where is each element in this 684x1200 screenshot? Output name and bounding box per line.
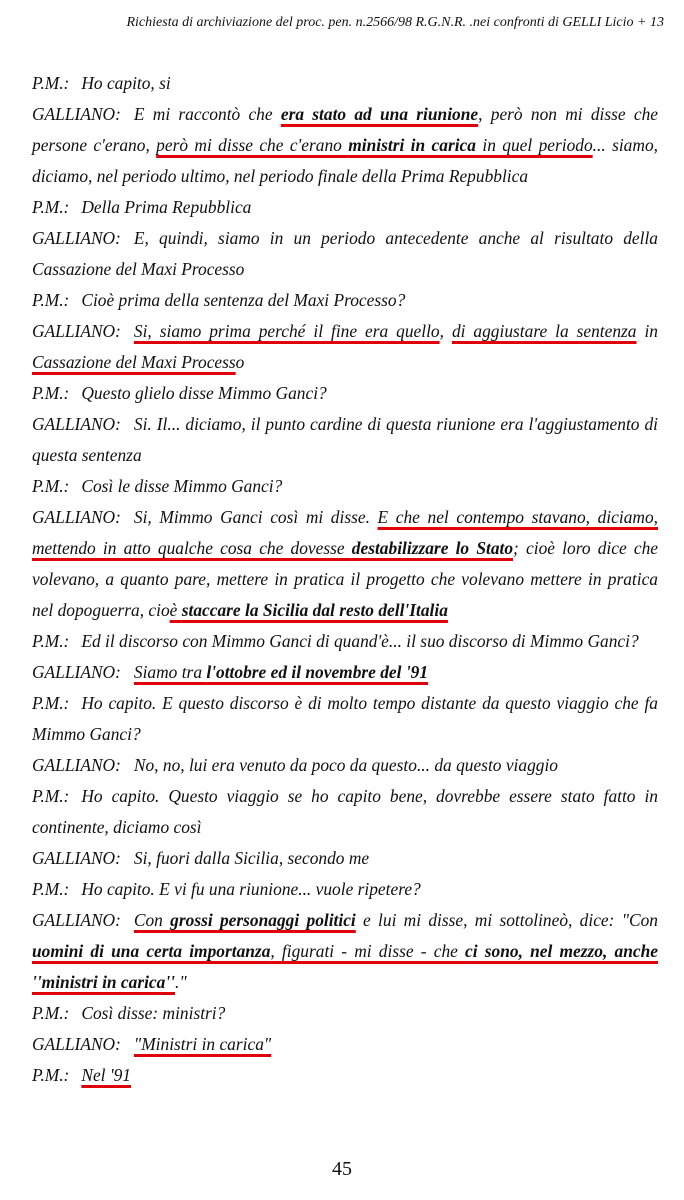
statement-text: e lui mi disse, mi sottolineò, dice: "Con	[355, 910, 658, 930]
highlighted-text: era stato ad una riunione	[280, 104, 479, 124]
speaker-pm: P.M.:	[32, 879, 70, 899]
speaker-galliano: GALLIANO:	[32, 321, 121, 341]
speaker-pm: P.M.:	[32, 476, 70, 496]
statement-text: ... siamo, diciamo, nel periodo ultimo, nel periodo finale della Prima Repubblica	[32, 135, 658, 186]
statement-text: in	[636, 321, 658, 341]
highlighted-text: di aggiustare la sentenza	[451, 321, 637, 341]
statement-text: ; cioè loro dice che volevano, a quanto pare, mettere in pratica il progetto che volevano mettere in pratica nel dopoguerra, cio	[32, 538, 658, 620]
speaker-galliano: GALLIANO:	[32, 507, 121, 527]
transcript-turn	[32, 285, 658, 316]
statement-text: Cioè prima della sentenza del Maxi Processo?	[81, 290, 406, 310]
transcript-turn	[32, 657, 658, 688]
statement-text: Ho capito. E questo discorso è di molto tempo distante da questo viaggio che fa Mimmo Ganci?	[32, 693, 658, 744]
speaker-galliano: GALLIANO:	[32, 910, 121, 930]
statement-text: Ho capito. Questo viaggio se ho capito bene, dovrebbe essere stato fatto in continente, diciamo così	[32, 786, 658, 837]
statement-text: ,	[439, 321, 452, 341]
speaker-pm: P.M.:	[32, 1065, 70, 1085]
speaker-galliano: GALLIANO:	[32, 414, 121, 434]
statement-text: Ed il discorso con Mimmo Ganci di quand'è... il suo discorso di Mimmo Ganci?	[81, 631, 639, 651]
transcript-turn	[32, 626, 658, 657]
highlighted-text: ''ministri in carica''	[32, 972, 176, 992]
transcript-turn	[32, 99, 658, 192]
speaker-pm: P.M.:	[32, 786, 70, 806]
transcript-turn	[32, 905, 658, 998]
speaker-pm: P.M.:	[32, 693, 70, 713]
statement-text: E, quindi, siamo in un periodo antecedente anche al risultato della Cassazione del Maxi Processo	[32, 228, 658, 279]
transcript-turn	[32, 781, 658, 843]
transcript-turn	[32, 502, 658, 626]
highlighted-text: l'ottobre ed il novembre del '91	[206, 662, 429, 682]
statement-text: Così le disse Mimmo Ganci?	[81, 476, 283, 496]
highlighted-text: destabilizzare lo Stato	[351, 538, 514, 558]
transcript-turn	[32, 316, 658, 378]
highlighted-text: ministri in carica	[348, 135, 476, 155]
transcript-turn	[32, 378, 658, 409]
statement-text: E mi raccontò che	[133, 104, 281, 124]
highlighted-text: , figurati - mi disse - che	[270, 941, 466, 961]
speaker-galliano: GALLIANO:	[32, 662, 121, 682]
page-number: 45	[332, 1158, 352, 1180]
highlighted-text: Con	[133, 910, 171, 930]
transcript-turn	[32, 750, 658, 781]
statement-text: Questo glielo disse Mimmo Ganci?	[81, 383, 327, 403]
speaker-pm: P.M.:	[32, 290, 70, 310]
speaker-galliano: GALLIANO:	[32, 228, 121, 248]
transcript-turn	[32, 1029, 658, 1060]
transcript-turn	[32, 688, 658, 750]
statement-text: Così disse: ministri?	[81, 1003, 226, 1023]
transcript-turn	[32, 192, 658, 223]
highlighted-text: in quel periodo	[475, 135, 593, 155]
highlighted-text: E che nel contempo stavano, diciamo, mettendo in atto qualche cosa che dovesse	[32, 507, 658, 558]
statement-text: Si, Mimmo Ganci così mi disse.	[133, 507, 378, 527]
transcript-turn	[32, 409, 658, 471]
transcript-turn	[32, 874, 658, 905]
transcript-turn	[32, 843, 658, 874]
speaker-pm: P.M.:	[32, 1003, 70, 1023]
highlighted-text: "Ministri in carica"	[133, 1034, 272, 1054]
speaker-galliano: GALLIANO:	[32, 1034, 121, 1054]
statement-text: Si. Il... diciamo, il punto cardine di questa riunione era l'aggiustamento di questa sentenza	[32, 414, 658, 465]
transcript-turn	[32, 1060, 658, 1091]
speaker-pm: P.M.:	[32, 197, 70, 217]
transcript	[32, 68, 658, 1091]
speaker-pm: P.M.:	[32, 631, 70, 651]
statement-text: Ho capito. E vi fu una riunione... vuole ripetere?	[81, 879, 421, 899]
highlighted-text: grossi personaggi politici	[170, 910, 356, 930]
highlighted-text: Siamo tra	[133, 662, 207, 682]
highlighted-text: è	[169, 600, 182, 620]
statement-text: Si, fuori dalla Sicilia, secondo me	[133, 848, 370, 868]
highlighted-text: ci sono, nel mezzo, anche	[465, 941, 658, 961]
statement-text: o	[235, 352, 245, 372]
highlighted-text: uomini di una certa importanza	[32, 941, 271, 961]
transcript-turn	[32, 471, 658, 502]
transcript-turn	[32, 68, 658, 99]
transcript-turn	[32, 223, 658, 285]
highlighted-text: staccare la Sicilia dal resto dell'Italia	[181, 600, 448, 620]
highlighted-text: Cassazione del Maxi Process	[32, 352, 236, 372]
speaker-pm: P.M.:	[32, 73, 70, 93]
speaker-galliano: GALLIANO:	[32, 755, 121, 775]
statement-text: Ho capito, si	[81, 73, 171, 93]
statement-text: , però non mi disse che persone c'erano,	[32, 104, 659, 155]
document-header: Richiesta di archiviazione del proc. pen. n.2566/98 R.G.N.R. .nei confronti di GELLI Licio + 13	[126, 15, 664, 30]
highlighted-text: però mi disse che c'erano	[156, 135, 349, 155]
highlighted-text: Si, siamo prima perché il fine era quello	[133, 321, 440, 341]
speaker-galliano: GALLIANO:	[32, 104, 121, 124]
speaker-pm: P.M.:	[32, 383, 70, 403]
statement-text: Della Prima Repubblica	[81, 197, 252, 217]
statement-text: ."	[175, 972, 187, 992]
statement-text: No, no, lui era venuto da poco da questo... da questo viaggio	[133, 755, 558, 775]
highlighted-text: Nel '91	[81, 1065, 131, 1085]
transcript-turn	[32, 998, 658, 1029]
speaker-galliano: GALLIANO:	[32, 848, 121, 868]
